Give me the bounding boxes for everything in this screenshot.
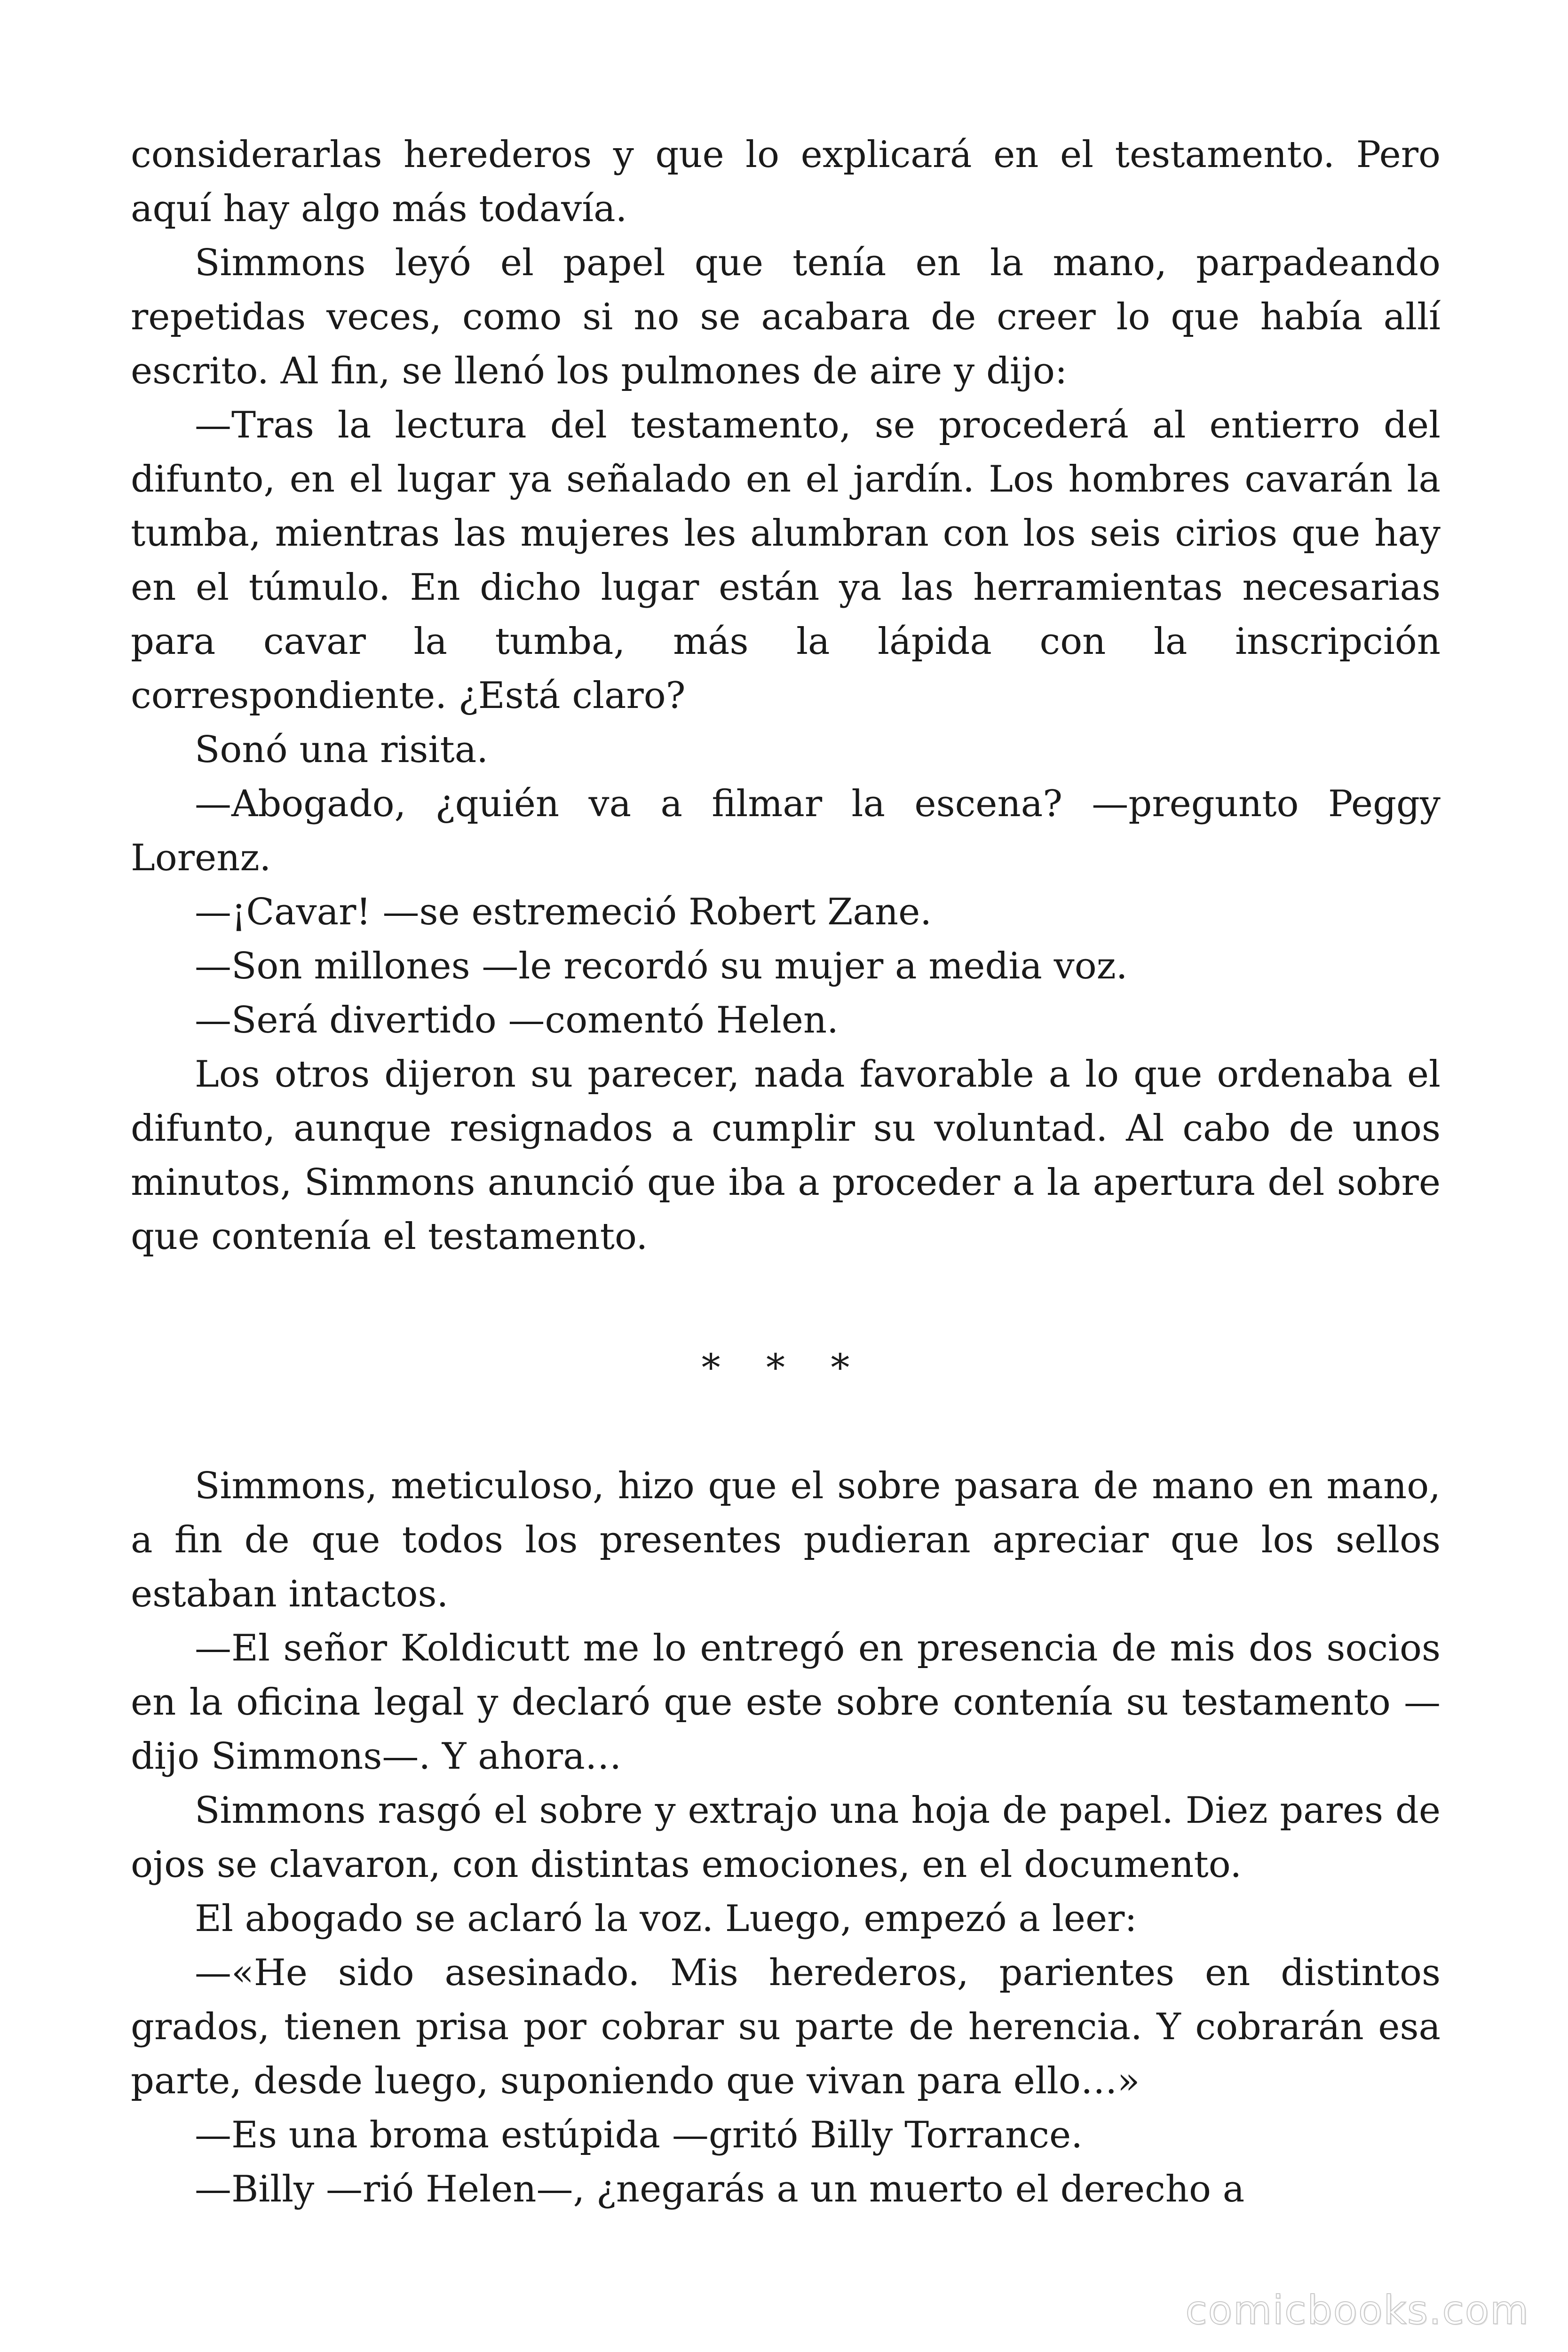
paragraph: Sonó una risita. (195, 729, 488, 771)
text-section-2 (131, 1459, 1441, 2217)
paragraph: —Billy —rió Helen—, ¿negarás a un muerto el derecho a (195, 2168, 1245, 2210)
paragraph: —Son millones —le recordó su mujer a media voz. (195, 945, 1128, 987)
paragraph: —Es una broma estúpida —gritó Billy Torrance. (195, 2114, 1083, 2156)
paragraph: Simmons leyó el papel que tenía en la mano, parpadeando repetidas veces, como si no se acabara de creer lo que había allí escrito. Al fin, se llenó los pulmones de aire y dijo: (131, 242, 1441, 392)
paragraph: Simmons, meticuloso, hizo que el sobre pasara de mano en mano, a fin de que todos los presentes pudieran apreciar que los sellos estaban intactos. (131, 1465, 1441, 1615)
paragraph: Los otros dijeron su parecer, nada favorable a lo que ordenaba el difunto, aunque resignados a cumplir su voluntad. Al cabo de unos minutos, Simmons anunció que iba a proceder a la apertura del sobre que contenía el testamento. (131, 1053, 1441, 1258)
paragraph: —El señor Koldicutt me lo entregó en presencia de mis dos socios en la oficina legal y declaró que este sobre contenía su testamento —dijo Simmons—. Y ahora… (131, 1627, 1441, 1778)
watermark: comicbooks.com (1185, 2287, 1529, 2333)
paragraph: —Abogado, ¿quién va a filmar la escena? —pregunto Peggy Lorenz. (131, 783, 1441, 879)
paragraph: —Tras la lectura del testamento, se procederá al entierro del difunto, en el lugar ya señalado en el jardín. Los hombres cavarán la tumba, mientras las mujeres les alumbran con los seis cirios que hay en el túmulo. En dicho lugar están ya las herramientas necesarias para cavar la tumba, más la lápida con la inscripción correspondiente. ¿Está claro? (131, 404, 1441, 717)
paragraph: —Será divertido —comentó Helen. (195, 999, 839, 1041)
paragraph: considerarlas herederos y que lo explicará en el testamento. Pero aquí hay algo más todavía. (131, 134, 1441, 230)
paragraph: Simmons rasgó el sobre y extrajo una hoja de papel. Diez pares de ojos se clavaron, con distintas emociones, en el documento. (131, 1789, 1441, 1886)
paragraph: —«He sido asesinado. Mis herederos, parientes en distintos grados, tienen prisa por cobrar su parte de herencia. Y cobrarán esa parte, desde luego, suponiendo que vivan para ello…» (131, 1952, 1441, 2102)
text-section-1 (131, 128, 1441, 1264)
paragraph: El abogado se aclaró la voz. Luego, empezó a leer: (195, 1898, 1137, 1940)
paragraph: —¡Cavar! —se estremeció Robert Zane. (195, 891, 932, 933)
section-separator: * * * (701, 1346, 867, 1390)
